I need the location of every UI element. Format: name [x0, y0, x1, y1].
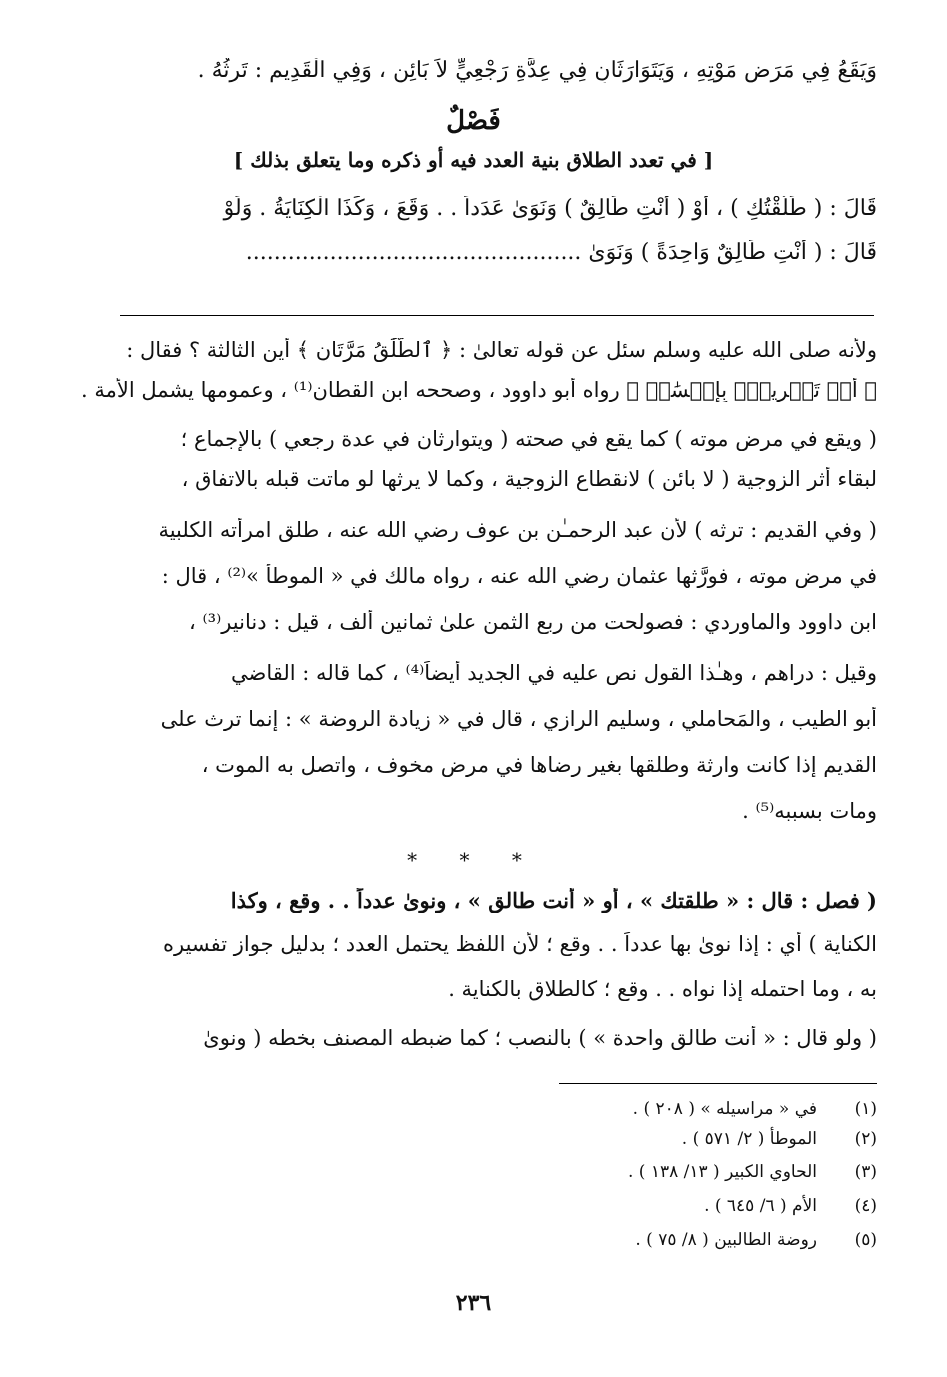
footnote-number: (١)	[854, 1099, 877, 1119]
footnote-number: (٢)	[854, 1129, 877, 1149]
sharh2-line-2: الكناية ) أي : إذا نوىٰ بها عدداً . . وقع ؛ لأن اللفظ يحتمل العدد ؛ بدليل جواز تفسيره	[162, 932, 877, 956]
footnote-5	[635, 1230, 877, 1250]
footnote-text: الموطأ ( ٢/ ٥٧١ ) .	[681, 1129, 817, 1149]
footnote-number: (٥)	[854, 1230, 877, 1250]
sharh-line-6: في مرض موته ، فورَّثها عثمان رضي الله عنه ، رواه مالك في « الموطأ »⁽²⁾ ، قال :	[161, 564, 877, 588]
footnote-number: (٣)	[854, 1162, 877, 1182]
footnote-2	[682, 1129, 877, 1149]
page-number: ٢٣٦	[455, 1290, 492, 1316]
sharh-line-8: وقيل : دراهم ، وهـٰذا القول نص عليه في الجديد أيضاً⁽⁴⁾ ، كما قاله : القاضي	[231, 661, 877, 685]
footnote-3	[628, 1162, 877, 1182]
matn-line-1: وَيَقَعُ فِي مَرَضِ مَوْتِهِ ، وَيَتَوَارَثَانِ فِي عِدَّةِ رَجْعِيٍّ لاَ بَائِنٍ ، وَفِي الْقَدِيمِ : تَرِثُهُ .	[197, 58, 877, 83]
sharh-line-1: ولأنه صلى الله عليه وسلم سئل عن قوله تعالىٰ : ﴿ ٱلطَّلَٰقُ مَرَّتَانِ ﴾ أين الثالثة ؟ فقال :	[126, 338, 877, 362]
section-heading: [ في تعدد الطلاق بنية العدد فيه أو ذكره وما يتعلق بذلك ]	[233, 148, 714, 172]
sharh-line-7: ابن داوود والماوردي : فصولحت من ربع الثمن علىٰ ثمانين ألف ، قيل : دنانير⁽³⁾ ،	[189, 610, 877, 634]
sharh-line-3: ( ويقع في مرض موته ) كما يقع في صحته ( ويتوارثان في عدة رجعي ) بالإجماع ؛	[180, 427, 877, 451]
footnote-divider	[559, 1083, 877, 1084]
footnote-1	[633, 1099, 877, 1119]
footnote-4	[704, 1196, 877, 1216]
matn-line-3-dots: ................................................	[245, 240, 582, 265]
footnote-number: (٤)	[854, 1196, 877, 1216]
matn-line-3-text: قَالَ : ( أَنْتِ طَالِقٌ وَاحِدَةً ) وَنَوَىٰ	[588, 240, 877, 265]
sharh-line-11: ومات بسببه⁽⁵⁾ .	[742, 799, 877, 823]
footnote-text: في « مراسيله » ( ٢٠٨ ) .	[632, 1099, 817, 1119]
section-divider	[120, 315, 874, 316]
sharh2-line-1: ( فصل : قال : « طلقتك » ، أو « أنت طالق » ، ونوىٰ عدداً . . وقع ، وكذا	[230, 888, 877, 913]
footnote-text: روضة الطالبين ( ٨/ ٧٥ ) .	[635, 1230, 817, 1250]
footnote-text: الأم ( ٦/ ٦٤٥ ) .	[704, 1196, 817, 1216]
sharh-line-10: القديم إذا كانت وارثة وطلقها بغير رضاها في مرض مخوف ، واتصل به الموت ،	[201, 753, 877, 777]
sharh-line-9: أبو الطيب ، والمَحاملي ، وسليم الرازي ، قال في « زيادة الروضة » : إنما ترث على	[160, 707, 877, 731]
sharh2-line-4: ( ولو قال : « أنت طالق واحدة » ) بالنصب ؛ كما ضبطه المصنف بخطه ( ونوىٰ	[203, 1026, 877, 1050]
sharh2-line-3: به ، وما احتمله إذا نواه . . وقع ؛ كالطلاق بالكناية .	[448, 977, 877, 1001]
footnote-text: الحاوي الكبير ( ١٣/ ١٣٨ ) .	[627, 1162, 817, 1182]
sharh-line-4: لبقاء أثر الزوجية ( لا بائن ) لانقطاع الزوجية ، وكما لا يرثها لو ماتت قبله بالاتفاق ،	[181, 467, 877, 491]
fasl-ornament: فَصْلٌ	[446, 106, 501, 136]
matn-line-3	[65, 240, 877, 265]
matn-line-2: قَالَ : ( طَلَّقْتُكِ ) ، أَوْ ( أَنْتِ طَالِقٌ ) وَنَوَىٰ عَدَداً . . وَقَعَ ، وَكَذَا الْكِنَايَةُ . وَلَوْ	[223, 196, 877, 221]
sharh-line-2: ﴿ أَوۡ تَسۡرِيحُۢ بِإِحۡسَٰنٖ ﴾ رواه أبو داوود ، وصححه ابن القطان⁽¹⁾ ، وعمومها يشمل الأمة .	[81, 378, 877, 402]
sharh-line-5: ( وفي القديم : ترثه ) لأن عبد الرحمـٰن بن عوف رضي الله عنه ، طلق امرأته الكلبية	[158, 518, 877, 542]
separator-stars: * * *	[407, 848, 540, 872]
